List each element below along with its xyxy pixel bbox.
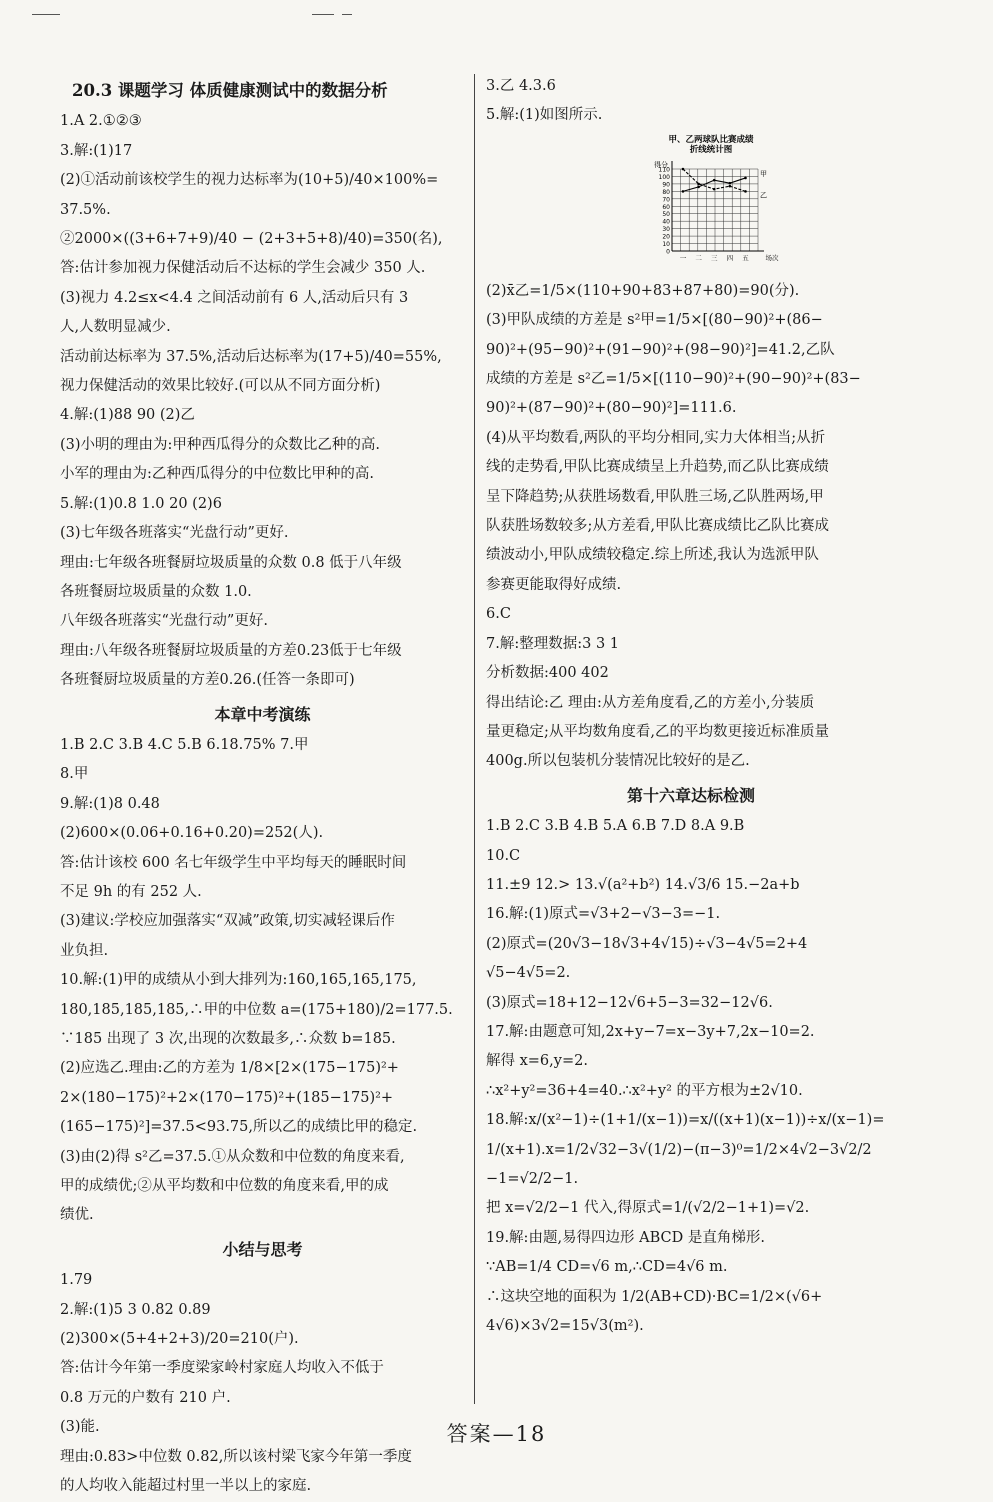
answer-line: 10.C xyxy=(486,847,521,864)
answer-line: 5.解:(1)0.8 1.0 20 (2)6 xyxy=(60,495,222,512)
x-tick-label: 一 xyxy=(679,253,687,262)
answer-line: (3)建议:学校应加强落实“双减”政策,切实减轻课后作 xyxy=(60,913,395,930)
y-tick-label: 100 xyxy=(658,173,670,181)
answer-line: 理由:七年级各班餐厨垃圾质量的众数 0.8 低于八年级 xyxy=(60,554,402,571)
answer-line: 线的走势看,甲队比赛成绩呈上升趋势,而乙队比赛成绩 xyxy=(486,459,829,476)
answer-line: (3)甲队成绩的方差是 s²甲=1/5×[(80−90)²+(86− xyxy=(486,312,823,329)
answer-line: 得出结论:乙 理由:从方差角度看,乙的方差小,分装质 xyxy=(486,694,815,711)
answer-line: 绩波动小,甲队成绩较稳定.综上所述,我认为选派甲队 xyxy=(486,547,819,564)
data-point xyxy=(744,190,747,193)
data-point xyxy=(729,182,732,185)
answer-line: 八年级各班落实“光盘行动”更好. xyxy=(60,613,268,630)
chart-title-line2: 折线统计图 xyxy=(689,144,733,155)
answer-line: 0.8 万元的户数有 210 户. xyxy=(60,1389,231,1406)
answer-line: 把 x=√2/2−1 代入,得原式=1/(√2/2−1+1)=√2. xyxy=(486,1200,810,1217)
section-title-chapter16: 第十六章达标检测 xyxy=(626,785,755,805)
answer-line: 解得 x=6,y=2. xyxy=(486,1053,588,1070)
answer-line: 37.5%. xyxy=(60,201,111,218)
right-column xyxy=(486,72,896,1341)
answer-line: 成绩的方差是 s²乙=1/5×[(110−90)²+(90−90)²+(83− xyxy=(486,371,861,388)
answer-line: 3.解:(1)17 xyxy=(60,142,133,159)
answer-line: 活动前达标率为 37.5%,活动后达标率为(17+5)/40=55%, xyxy=(60,348,442,365)
answer-line: ∴x²+y²=36+4=40.∴x²+y² 的平方根为±2√10. xyxy=(486,1082,803,1099)
answer-line: 各班餐厨垃圾质量的众数 1.0. xyxy=(60,583,252,600)
data-point xyxy=(682,168,685,171)
answer-line: 4.解:(1)88 90 (2)乙 xyxy=(60,407,195,424)
answer-line: √5−4√5=2. xyxy=(486,965,571,982)
answer-line: 1.B 2.C 3.B 4.B 5.A 6.B 7.D 8.A 9.B xyxy=(486,818,745,835)
answer-line: 8.甲 xyxy=(60,766,89,783)
top-rule-left xyxy=(32,14,60,15)
answer-line: 90)²+(87−90)²+(80−90)²]=111.6. xyxy=(486,400,737,417)
answer-line: (2)原式=(20√3−18√3+4√15)÷√3−4√5=2+4 xyxy=(486,935,808,952)
answer-line: (2)①活动前该校学生的视力达标率为(10+5)/40×100%= xyxy=(60,172,439,189)
column-divider xyxy=(474,74,475,1404)
series-label: 乙 xyxy=(760,191,767,200)
answer-line: 10.解:(1)甲的成绩从小到大排列为:160,165,165,175, xyxy=(60,972,417,989)
data-point xyxy=(697,185,700,188)
answer-line: 2×(180−175)²+2×(170−175)²+(185−175)²+ xyxy=(60,1089,394,1106)
answer-line: (3)小明的理由为:甲种西瓜得分的众数比乙种的高. xyxy=(60,436,381,453)
chapter16-answers xyxy=(486,812,896,1341)
y-tick-label: 60 xyxy=(662,203,670,211)
answer-line: 分析数据:400 402 xyxy=(486,665,609,682)
x-tick-label: 五 xyxy=(742,253,749,262)
data-point xyxy=(682,190,685,193)
answer-line: (165−175)²]=37.5<93.75,所以乙的成绩比甲的稳定. xyxy=(60,1119,418,1136)
answer-line: 1.79 xyxy=(60,1272,93,1289)
answer-line: 16.解:(1)原式=√3+2−√3−3=−1. xyxy=(486,906,721,923)
answer-line: 1/(x+1).x=1/2√32−3√(1/2)−(π−3)⁰=1/2×4√2−3√2/2 xyxy=(486,1141,872,1158)
answer-line: 180,185,185,185,∴甲的中位数 a=(175+180)/2=177.5. xyxy=(60,1001,453,1018)
answer-line: ∴这块空地的面积为 1/2(AB+CD)·BC=1/2×(√6+ xyxy=(486,1288,823,1305)
answer-line: (3)能. xyxy=(60,1419,100,1436)
y-tick-label: 90 xyxy=(662,181,670,189)
left-column xyxy=(60,72,465,1502)
data-point xyxy=(713,179,716,182)
data-point xyxy=(713,188,716,191)
answer-line: 答:估计该校 600 名七年级学生中平均每天的睡眠时间 xyxy=(60,854,407,871)
answer-line: (4)从平均数看,两队的平均分相同,实力大体相当;从折 xyxy=(486,429,826,446)
x-tick-label: 四 xyxy=(726,253,734,262)
answer-line: 队获胜场数较多;从方差看,甲队比赛成绩比乙队比赛成 xyxy=(486,518,829,535)
answer-line: 小军的理由为:乙种西瓜得分的中位数比甲种的高. xyxy=(60,466,374,483)
data-point xyxy=(697,182,700,185)
answer-line: ∵AB=1/4 CD=√6 m,∴CD=4√6 m. xyxy=(486,1259,728,1276)
answer-line: 90)²+(95−90)²+(91−90)²+(98−90)²]=41.2,乙队 xyxy=(486,341,835,358)
x-tick-label: 三 xyxy=(710,253,718,262)
x-axis-label: 场次 xyxy=(765,253,779,262)
x-tick-label: 二 xyxy=(695,253,702,262)
right-top-answers xyxy=(486,72,896,131)
y-tick-label: 0 xyxy=(666,248,670,256)
answer-line: ∵185 出现了 3 次,出现的次数最多,∴众数 b=185. xyxy=(60,1031,396,1047)
answer-line: 参赛更能取得好成绩. xyxy=(486,576,622,593)
answer-line: 6.C xyxy=(486,606,511,623)
answer-line: 17.解:由题意可知,2x+y−7=x−3y+7,2x−10=2. xyxy=(486,1023,815,1040)
section-title-20-3: 20.3 课题学习 体质健康测试中的数据分析 xyxy=(72,81,388,100)
answer-line: 呈下降趋势;从获胜场数看,甲队胜三场,乙队胜两场,甲 xyxy=(486,488,824,505)
y-axis-label: 得分 xyxy=(654,160,668,169)
answer-line: ②2000×((3+6+7+9)/40 − (2+3+5+8)/40)=350(名), xyxy=(60,231,443,248)
answer-line: 视力保健活动的效果比较好.(可以从不同方面分析) xyxy=(60,378,381,395)
answer-line: 4√6)×3√2=15√3(m²). xyxy=(486,1318,644,1335)
answer-line: 2.解:(1)5 3 0.82 0.89 xyxy=(60,1301,211,1318)
answer-line: 业负担. xyxy=(60,942,109,959)
answer-line: 19.解:由题,易得四边形 ABCD 是直角梯形. xyxy=(486,1229,765,1246)
answer-line: 11.±9 12.> 13.√(a²+b²) 14.√3/6 15.−2a+b xyxy=(486,876,800,893)
y-tick-label: 30 xyxy=(662,225,670,233)
y-tick-label: 110 xyxy=(658,166,670,174)
page-footer: 答案—18 xyxy=(446,1422,547,1446)
answer-line: 答:估计参加视力保健活动后不达标的学生会减少 350 人. xyxy=(60,260,426,277)
answer-line: 9.解:(1)8 0.48 xyxy=(60,795,160,812)
answer-line: 1.B 2.C 3.B 4.C 5.B 6.18.75% 7.甲 xyxy=(60,736,309,753)
answer-line: 甲的成绩优;②从平均数和中位数的角度来看,甲的成 xyxy=(60,1178,389,1195)
y-tick-label: 50 xyxy=(662,211,670,219)
answer-line: 各班餐厨垃圾质量的方差0.26.(任答一条即可) xyxy=(60,672,355,689)
data-point xyxy=(744,176,747,179)
answer-line: 的人均收入能超过村里一半以上的家庭. xyxy=(60,1478,312,1495)
data-point xyxy=(729,185,732,188)
answer-line: (3)视力 4.2≤x<4.4 之间活动前有 6 人,活动后只有 3 xyxy=(60,289,409,306)
answer-line: 7.解:整理数据:3 3 1 xyxy=(486,635,619,652)
chart-title: 甲、乙两球队比赛成绩 xyxy=(668,134,754,145)
y-tick-label: 10 xyxy=(662,240,670,248)
y-tick-label: 20 xyxy=(662,233,670,241)
top-rule-mid2 xyxy=(342,14,352,15)
answer-line: 量更稳定;从平均数角度看,乙的平均数更接近标准质量 xyxy=(486,723,829,740)
answer-line: 理由:八年级各班餐厨垃圾质量的方差0.23低于七年级 xyxy=(60,642,402,659)
line-chart xyxy=(646,133,779,271)
y-tick-label: 70 xyxy=(662,196,670,204)
exam-practice-answers xyxy=(60,731,465,1231)
answer-line: 400g.所以包装机分装情况比较好的是乙. xyxy=(486,753,750,770)
answer-line: (2)x̄乙=1/5×(110+90+83+87+80)=90(分). xyxy=(486,282,800,299)
answer-line: 3.乙 4.3.6 xyxy=(486,78,556,94)
y-tick-label: 80 xyxy=(662,188,670,196)
section-title-summary: 小结与思考 xyxy=(222,1239,303,1259)
left-answers xyxy=(60,107,465,695)
answer-line: 理由:0.83>中位数 0.82,所以该村梁飞家今年第一季度 xyxy=(60,1448,412,1465)
series-label: 甲 xyxy=(760,169,767,178)
answer-line: (3)由(2)得 s²乙=37.5.①从众数和中位数的角度来看, xyxy=(60,1148,405,1165)
answer-line: 不足 9h 的有 252 人. xyxy=(60,883,202,900)
y-tick-label: 40 xyxy=(662,218,670,226)
answer-line: 答:估计今年第一季度梁家岭村家庭人均收入不低于 xyxy=(60,1360,384,1377)
chart-container xyxy=(526,133,896,271)
summary-answers xyxy=(60,1266,465,1501)
answer-line: (3)原式=18+12−12√6+5−3=32−12√6. xyxy=(486,994,773,1011)
answer-line: 1.A 2.①②③ xyxy=(60,113,142,130)
answer-line: (2)应选乙.理由:乙的方差为 1/8×[2×(175−175)²+ xyxy=(60,1060,399,1077)
answer-line: (2)600×(0.06+0.16+0.20)=252(人). xyxy=(60,825,324,842)
answer-line: 5.解:(1)如图所示. xyxy=(486,107,603,124)
answer-line: 绩优. xyxy=(60,1207,94,1224)
right-mid-answers xyxy=(486,277,896,777)
answer-line: (2)300×(5+4+2+3)/20=210(户). xyxy=(60,1331,299,1348)
top-rule-mid xyxy=(312,14,334,15)
answer-line: 人,人数明显减少. xyxy=(60,319,171,336)
answer-line: (3)七年级各班落实“光盘行动”更好. xyxy=(60,525,289,542)
answer-line: 18.解:x/(x²−1)÷(1+1/(x−1))=x/((x+1)(x−1))÷x/(x−1)= xyxy=(486,1112,885,1129)
section-title-exam-practice: 本章中考演练 xyxy=(214,704,311,724)
answer-line: −1=√2/2−1. xyxy=(486,1171,579,1187)
